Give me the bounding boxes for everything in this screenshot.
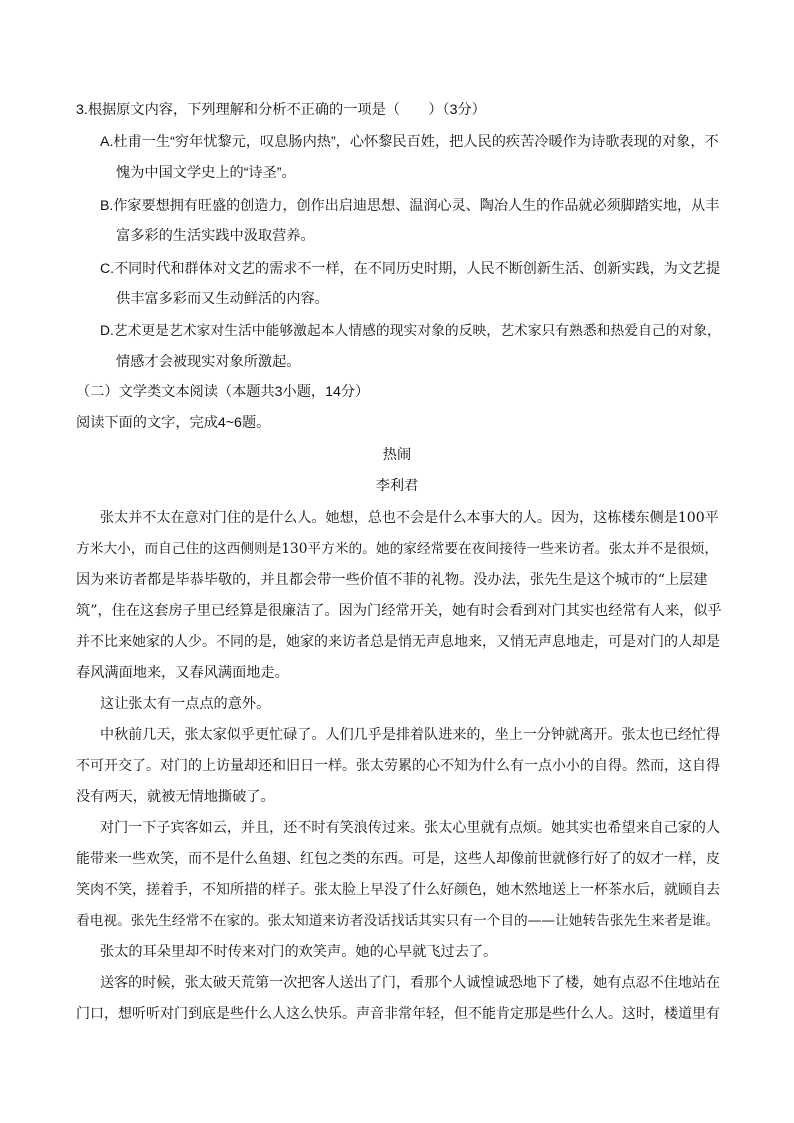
story-paragraph-3-line-3: 没有两天，就被无情地撕破了。 [76,789,275,805]
question-3-stem: 3.根据原文内容，下列理解和分析不正确的一项是（ ）（3分） [76,102,486,118]
story-paragraph-1-line-6: 春风满面地来，又春风满面地走。 [76,665,289,681]
story-paragraph-4-line-3: 笑肉不笑，搓着手，不知所措的样子。张太脸上早没了什么好颜色，她木然地送上一杯茶水后，就顾自去 [76,882,720,898]
story-paragraph-2-line-1: 这让张太有一点点的意外。 [100,696,271,712]
option-c-line-2: 供丰富多彩而又生动鲜活的内容。 [116,291,329,307]
story-title: 热闹 [382,447,412,463]
story-paragraph-1-line-1: 张太并不太在意对门住的是什么人。她想，总也不会是什么本事大的人。因为，这栋楼东侧是100平 [100,510,719,526]
story-paragraph-1-line-2: 方米大小，而自己住的这西侧则是130平方米的。她的家经常要在夜间接待一些来访者。张太并不是很烦， [76,541,719,557]
story-paragraph-1-line-3: 因为来访者都是毕恭毕敬的，并且都会带一些价值不菲的礼物。没办法，张先生是这个城市的“上层建 [76,572,708,588]
story-paragraph-5-line-1: 张太的耳朵里却不时传来对门的欢笑声。她的心早就飞过去了。 [100,944,498,960]
option-a-line-1: A.杜甫一生“穷年忧黎元，叹息肠内热”，心怀黎民百姓，把人民的疾苦冷暖作为诗歌表现的对象，不 [100,134,719,150]
section-2-heading: （二）文学类文本阅读（本题共3小题，14分） [76,384,370,400]
story-paragraph-3-line-2: 不可开交了。对门的上访量却还和旧日一样。张太劳累的心不知为什么有一点小小的自得。然而，这自得 [76,758,720,774]
option-b-line-2: 富多彩的生活实践中汲取营养。 [116,228,315,244]
option-a-line-2: 愧为中国文学史上的“诗圣”。 [116,165,296,181]
story-paragraph-1-line-4: 筑”，住在这套房子里已经算是很廉洁了。因为门经常开关，她有时会看到对门其实也经常有人来，似乎 [76,603,722,619]
story-paragraph-4-line-2: 能带来一些欢笑，而不是什么鱼翅、红包之类的东西。可是，这些人却像前世就修行好了的奴才一样，皮 [76,851,720,867]
story-author: 李利君 [375,478,419,494]
option-d-line-2: 情感才会被现实对象所激起。 [116,354,301,370]
story-paragraph-6-line-2: 门口，想听听对门到底是些什么人这么快乐。声音非常年轻，但不能肯定那是些什么人。这时，楼道里有 [76,1006,720,1022]
story-paragraph-6-line-1: 送客的时候，张太破天荒第一次把客人送出了门，看那个人诚惶诚恐地下了楼，她有点忍不住地站在 [100,975,721,991]
option-c-line-1: C.不同时代和群体对文艺的需求不一样，在不同历史时期，人民不断创新生活、创新实践，为文艺提 [100,260,721,276]
story-paragraph-1-line-5: 并不比来她家的人少。不同的是，她家的来访者总是悄无声息地来，又悄无声息地走，可是对门的人却是 [76,634,720,650]
story-paragraph-3-line-1: 中秋前几天，张太家似乎更忙碌了。人们几乎是排着队进来的，坐上一分钟就离开。张太也已经忙得 [100,727,721,743]
story-paragraph-4-line-1: 对门一下子宾客如云，并且，还不时有笑浪传过来。张太心里就有点烦。她其实也希望来自己家的人 [100,820,721,836]
story-paragraph-4-line-4: 看电视。张先生经常不在家的。张太知道来访者没话找话其实只有一个目的——让她转告张先生来者是谁。 [76,913,720,929]
option-d-line-1: D.艺术更是艺术家对生活中能够激起本人情感的现实对象的反映，艺术家只有熟悉和热爱自己的对象， [100,323,721,338]
section-2-instruction: 阅读下面的文字，完成4~6题。 [76,415,271,431]
option-b-line-1: B.作家要想拥有旺盛的创造力，创作出启迪思想、温润心灵、陶冶人生的作品就必须脚踏实地，从丰 [100,197,720,213]
